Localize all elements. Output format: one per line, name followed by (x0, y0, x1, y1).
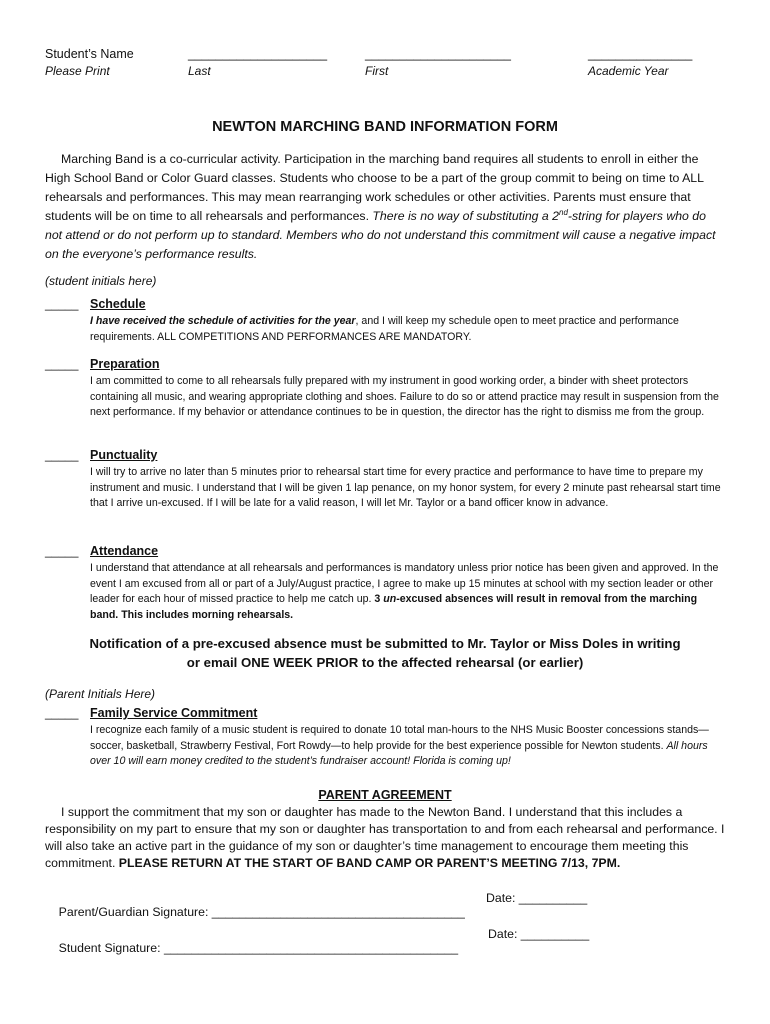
attendance-title: Attendance (90, 544, 159, 558)
parent-agreement-text (45, 804, 725, 872)
intro-text: Marching Band is a co-curricular activity. Participation in the marching band requires all students to enroll in either the High School Band or Color Guard classes. Students who choose to be a part of the group commit to being on time to ALL rehearsals and performances. This may mean rearranging work schedules or other activities. Parents must ensure that students will be on time to all rehearsals and performances. (45, 152, 704, 223)
academic-year-field[interactable] (588, 47, 692, 78)
parent-date-field[interactable]: Date: __________ (486, 891, 588, 905)
family-initials-blank[interactable]: _____ (45, 706, 79, 720)
preparation-initials-blank[interactable]: _____ (45, 357, 79, 371)
attendance-text (90, 561, 725, 623)
attendance-bold-italic: un (383, 593, 397, 605)
first-name-caption: First (365, 64, 389, 78)
student-initials-note: (student initials here) (45, 274, 157, 288)
attendance-bold-1: 3 (374, 593, 384, 605)
student-name-row (45, 47, 730, 83)
student-signature-label: Student Signature: ___________________________________________ (58, 941, 459, 955)
schedule-bold-italic: I have received the schedule of activities for the year (90, 315, 356, 327)
schedule-title: Schedule (90, 297, 146, 311)
student-date-field[interactable]: Date: __________ (488, 927, 590, 941)
preparation-text: I am committed to come to all rehearsals fully prepared with my instrument in good working order, a binder with sheet protectors containing all music, and wearing appropriate clothing and shoes. Failure to do so or attend practice may result in suspension from the next performance. If my behavior or attendance continues to be in question, the director has the right to dismiss me from the group. (90, 375, 719, 418)
last-name-field[interactable] (188, 47, 327, 78)
parent-signature-label: Parent/Guardian Signature: _____________________________________ (58, 905, 465, 919)
last-name-caption: Last (188, 64, 211, 78)
family-text (90, 723, 725, 770)
intro-italic-2: -string for players who do not attend or do not perform up to standard. Members who do not understand this commitment will cause a negative impact on the everyone’s performance results. (45, 209, 716, 261)
schedule-body: , and I will keep my schedule open to meet practice and performance requirements. ALL COMPETITIONS AND PERFORMANCES ARE MANDATORY. (90, 315, 679, 343)
academic-year-caption: Academic Year (588, 64, 669, 78)
family-italic: All hours over 10 will earn money credited to the student’s fundraiser account! Florida is coming up! (90, 739, 708, 767)
punctuality-text: I will try to arrive no later than 5 minutes prior to rehearsal start time for every practice and performance to have time to prepare my instrument and music. I understand that I will be given 1 lap penance, on my honor system, for every 2 minute past rehearsal start time that I arrive un-excused. If I will be late for a valid reason, I will let Mr. Taylor or a band officer know in advance. (90, 466, 721, 509)
punctuality-initials-blank[interactable]: _____ (45, 448, 79, 462)
attendance-initials-blank[interactable]: _____ (45, 544, 79, 558)
preparation-title: Preparation (90, 357, 160, 371)
intro-paragraph (45, 150, 725, 264)
parent-initials-note: (Parent Initials Here) (45, 687, 156, 701)
student-name-label-line2: Please Print (45, 64, 110, 78)
family-body: I recognize each family of a music student is required to donate 10 total man-hours to the NHS Music Booster concessions stands—soccer, basketball, Strawberry Festival, Fort Rowdy—to help provide for the best experience possible for Newton students. (90, 724, 709, 752)
student-name-label (45, 47, 134, 78)
first-name-field[interactable] (365, 47, 511, 78)
notice-line-2: or email ONE WEEK PRIOR to the affected rehearsal (or earlier) (186, 655, 584, 670)
notice-line-1: Notification of a pre-excused absence must be submitted to Mr. Taylor or Miss Doles in writing (89, 636, 681, 651)
pre-excused-notice (0, 634, 770, 672)
agreement-bold: PLEASE RETURN AT THE START OF BAND CAMP OR PARENT’S MEETING 7/13, 7PM. (118, 856, 621, 870)
academic-year-line: _______________ (588, 47, 693, 61)
schedule-initials-blank[interactable]: _____ (45, 297, 79, 311)
schedule-text (90, 314, 725, 345)
student-signature-line[interactable] (45, 927, 590, 983)
form-title: NEWTON MARCHING BAND INFORMATION FORM (212, 119, 558, 135)
agreement-body: I support the commitment that my son or daughter has made to the Newton Band. I understand that this includes a responsibility on my part to ensure that my son or daughter has transportation to and from each rehearsal and performance. I will also take an active part in the guidance of my son or daughter’s time management to encourage them meeting this commitment. (45, 805, 725, 870)
student-name-label-line1: Student’s Name (45, 47, 134, 61)
parent-agreement-title: PARENT AGREEMENT (318, 788, 452, 802)
family-title: Family Service Commitment (90, 706, 258, 720)
first-name-line: _____________________ (365, 47, 511, 61)
intro-superscript: nd (559, 207, 568, 217)
last-name-line: ____________________ (188, 47, 328, 61)
attendance-bold-2: -excused absences will result in removal from the marching band. This includes morning rehearsals. (90, 593, 698, 621)
punctuality-title: Punctuality (90, 448, 158, 462)
attendance-body: I understand that attendance at all rehearsals and performances is mandatory unless prior notice has been given and approved. In the event I am excused from all or part of a July/August practice, I agree to make up 15 minutes at school with my section leader or other leader for each hour of missed practice to help me catch up. (90, 562, 719, 605)
intro-italic-1: There is no way of substituting a 2 (372, 209, 560, 223)
